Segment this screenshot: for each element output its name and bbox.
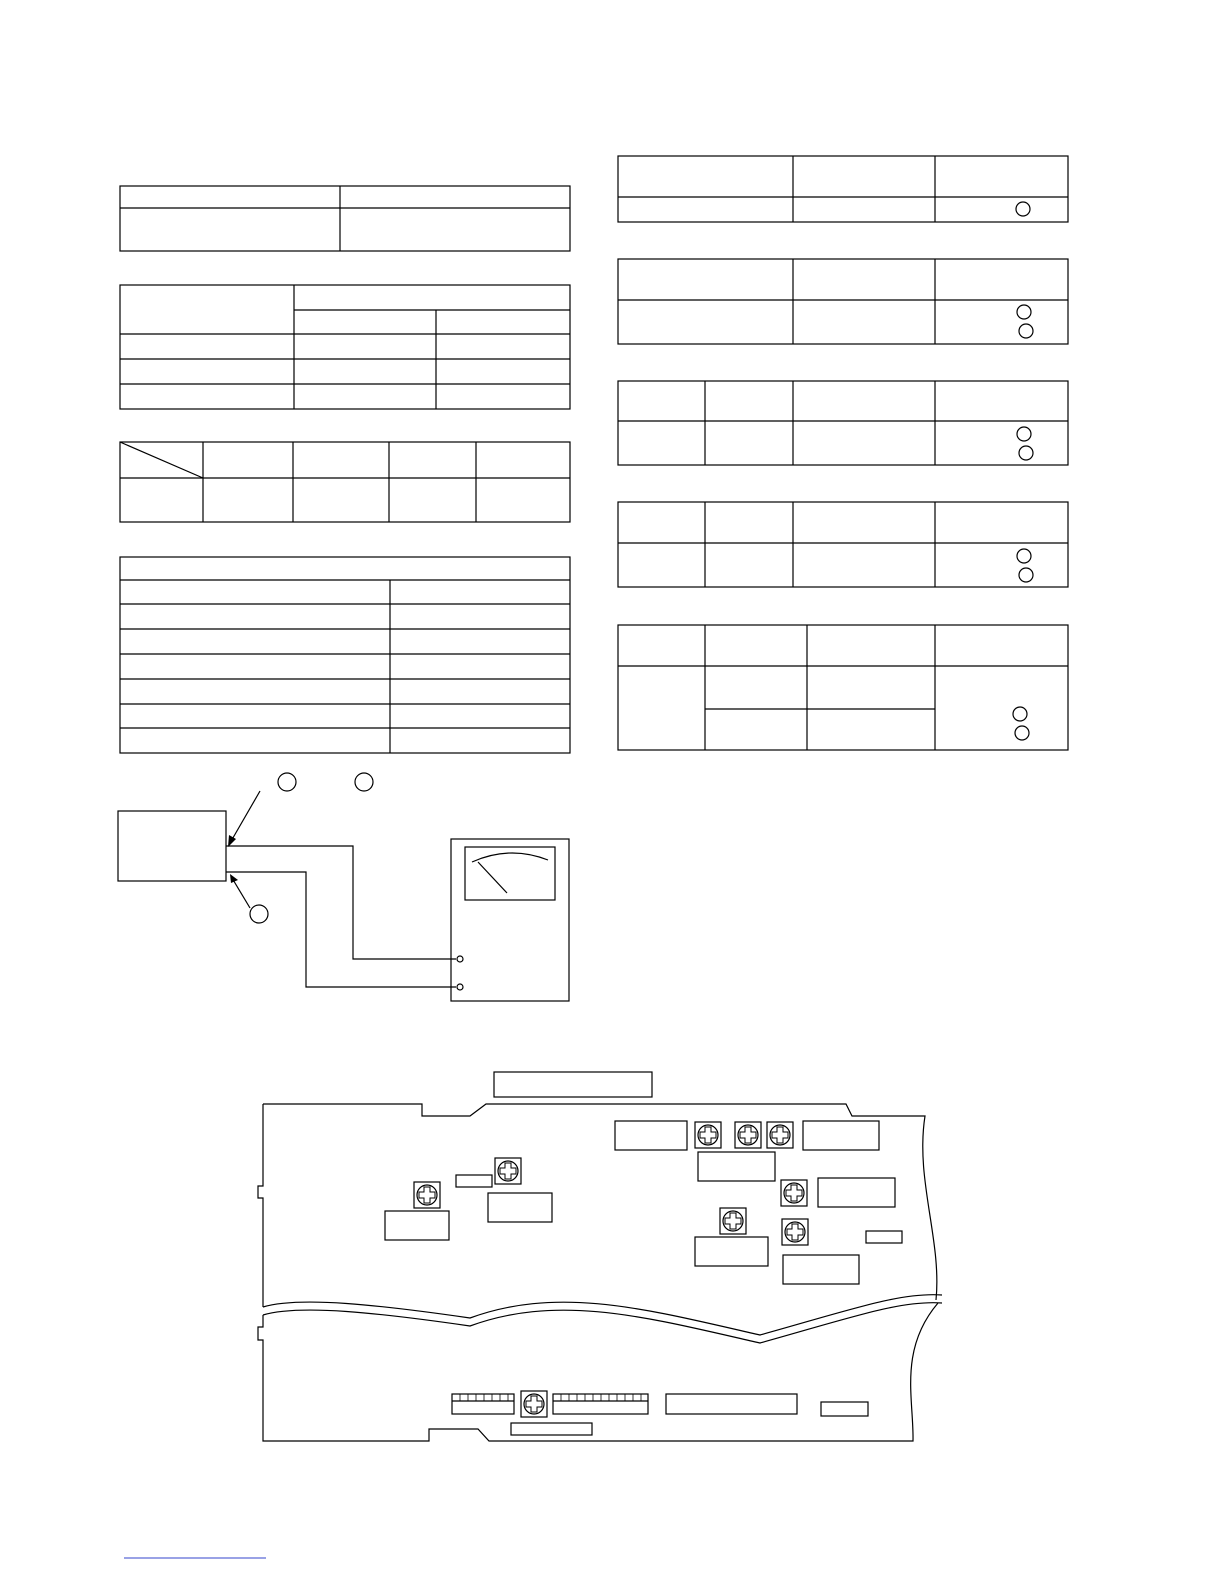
- board-label-box: [821, 1402, 868, 1416]
- adjustment-screw-icon: [781, 1180, 807, 1206]
- board-label-box: [695, 1237, 768, 1266]
- table-g: [618, 381, 1068, 465]
- circle-marker-icon: [1019, 324, 1033, 338]
- meter-terminal-lower: [457, 984, 463, 990]
- meter-window: [465, 847, 555, 900]
- board-title-box: [494, 1072, 652, 1097]
- table-h: [618, 502, 1068, 587]
- board-label-box: [666, 1394, 797, 1414]
- circle-marker-icon: [355, 773, 373, 791]
- board-outline-lower: [258, 1303, 938, 1441]
- board-label-box: [866, 1231, 902, 1243]
- adjustment-screw-icon: [782, 1219, 808, 1245]
- device-unit-box: [118, 811, 226, 881]
- circle-marker-icon: [278, 773, 296, 791]
- board-label-box: [818, 1178, 895, 1207]
- board-label-box: [511, 1423, 592, 1435]
- adjustment-screw-icon: [495, 1158, 521, 1184]
- circle-marker-icon: [250, 905, 268, 923]
- board-label-box: [803, 1121, 879, 1150]
- circle-marker-icon: [1017, 427, 1031, 441]
- circuit-board-diagram: [258, 1072, 942, 1441]
- board-connector-right: [553, 1394, 648, 1414]
- adjustment-screw-icon: [720, 1208, 746, 1234]
- adjustment-screw-icon: [414, 1182, 440, 1208]
- board-outline-upper: [263, 1104, 937, 1300]
- board-break-line-2: [263, 1303, 942, 1343]
- table-c-diagonal-header: [120, 442, 203, 478]
- adjustment-screw-icon: [521, 1391, 547, 1417]
- board-label-box: [698, 1152, 775, 1181]
- circle-marker-icon: [1016, 202, 1030, 216]
- circle-marker-icon: [1013, 707, 1027, 721]
- circle-marker-icon: [1015, 726, 1029, 740]
- board-connector-left: [452, 1394, 514, 1414]
- circle-marker-icon: [1019, 568, 1033, 582]
- adjustment-screw-icon: [767, 1122, 793, 1148]
- board-label-box: [385, 1211, 449, 1240]
- table-b: [120, 285, 570, 409]
- table-c: [120, 442, 570, 522]
- board-label-box: [456, 1175, 492, 1187]
- adjustment-screw-icon: [695, 1122, 721, 1148]
- meter-box: [451, 839, 569, 1001]
- circle-marker-icon: [1017, 549, 1031, 563]
- meter-needle-icon: [478, 862, 507, 893]
- meter-scale-arc: [472, 853, 548, 862]
- table-d: [120, 557, 570, 753]
- table-e: [618, 156, 1068, 222]
- board-label-box: [488, 1193, 552, 1222]
- circle-marker-icon: [1017, 305, 1031, 319]
- meter-terminal-upper: [457, 956, 463, 962]
- board-label-box: [615, 1121, 687, 1150]
- table-i: [618, 625, 1068, 750]
- board-break-line-1: [263, 1295, 942, 1335]
- table-a: [120, 186, 570, 251]
- board-label-box: [783, 1255, 859, 1284]
- adjustment-screw-icon: [735, 1122, 761, 1148]
- table-f: [618, 259, 1068, 344]
- circle-marker-icon: [1019, 446, 1033, 460]
- meter-connection-diagram: [118, 773, 569, 1001]
